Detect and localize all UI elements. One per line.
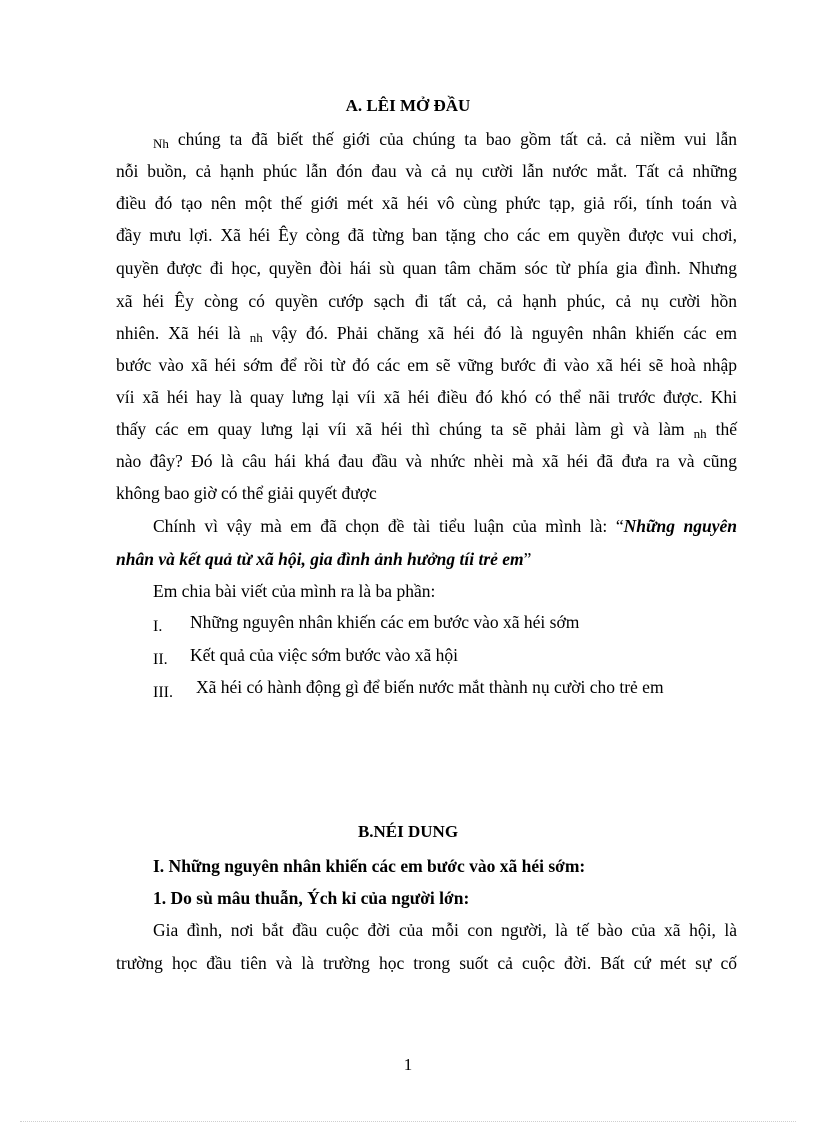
intro-line-11: nào đây? Đó là câu hái khá đau đầu và nhức nhèi mà xã héi đã đưa ra và cũng: [116, 451, 737, 471]
intro-line-2: nỗi buồn, cả hạnh phúc lẫn đón đau và cả nụ cười lẫn nước mắt. Tất cả những: [116, 161, 737, 181]
outline-item-2-text: Kết quả của việc sớm bước vào xã hội: [190, 645, 459, 665]
intro-line-1-abbr: Nh: [153, 136, 169, 151]
outline-item-2-number: II.: [153, 651, 168, 668]
intro-line-4: đầy mưu lợi. Xã héi Êy còng đã từng ban tặng cho các em quyền được vui chơi,: [116, 225, 737, 245]
topic-line-1-text: Chính vì vậy mà em đã chọn đề tài tiểu luận của mình là: “: [153, 516, 624, 536]
content-line-2: trường học đầu tiên và là trường học trong suốt cả cuộc đời. Bất cứ mét sự cố: [116, 953, 737, 973]
intro-line-7-abbr: nh: [249, 330, 263, 345]
topic-quote-close: ”: [523, 549, 532, 569]
intro-line-7: [116, 322, 737, 349]
topic-title-start: Những nguyên: [623, 516, 737, 536]
topic-line-1: [153, 515, 737, 537]
intro-line-8: bước vào xã héi sớm để rồi từ đó các em sẽ vững bước đi vào xã héi sẽ hoà nhập: [116, 355, 737, 375]
section-1-heading: I. Những nguyên nhân khiến các em bước vào xã héi sớm:: [153, 856, 586, 876]
content-heading: B.NÉI DUNG: [357, 822, 459, 841]
intro-line-5: quyền được đi học, quyền đòi hái sù quan tâm chăm sóc từ phía gia đình. Nhưng: [116, 258, 737, 278]
intro-line-1: [153, 128, 737, 155]
intro-line-7-a: nhiên. Xã héi là: [116, 323, 241, 343]
intro-line-7-c: vậy đó. Phải chăng xã héi đó là nguyên nhân khiến các em: [271, 323, 738, 343]
topic-title-end: nhân và kết quả từ xã hội, gia đình ảnh hưởng tíi trẻ em: [116, 549, 524, 569]
outline-item-3-number: III.: [153, 684, 173, 701]
intro-line-12: không bao giờ có thể giải quyết được: [116, 483, 377, 503]
intro-line-6: xã héi Êy còng có quyền cướp sạch đi tất cả, cả hạnh phúc, cả nụ cười hồn: [116, 291, 737, 311]
intro-line-10-abbr: nh: [693, 426, 707, 441]
outline-item-3-text: Xã héi có hành động gì để biến nước mắt thành nụ cười cho trẻ em: [196, 677, 664, 697]
intro-line-3: điều đó tạo nên một thế giới mét xã héi vô cùng phức tạp, giả rối, tính toán và: [116, 193, 737, 213]
outline-item-1-number: I.: [153, 618, 163, 635]
intro-line-10-c: thế: [715, 419, 738, 439]
page-bottom-border: [20, 1121, 796, 1122]
intro-line-10-a: thấy các em quay lưng lại víi xã héi thì chúng ta sẽ phải làm gì và làm: [116, 419, 685, 439]
subsection-1-heading: 1. Do sù mâu thuẫn, Ých kỉ của người lớn:: [153, 888, 470, 908]
topic-line-2: [116, 548, 737, 570]
outline-intro: Em chia bài viết của mình ra là ba phần:: [153, 581, 436, 601]
intro-line-9: víi xã héi hay là quay lưng lại víi xã héi điều đó khó có thể nãi trước được. Khi: [116, 387, 737, 407]
intro-line-10: [116, 418, 737, 445]
intro-line-1-text: chúng ta đã biết thế giới của chúng ta bao gồm tất cả. cả niềm vui lẫn: [177, 129, 738, 149]
content-line-1: Gia đình, nơi bắt đầu cuộc đời của mỗi con người, là tế bào của xã hội, là: [153, 920, 737, 940]
intro-heading: A. LÊI MỞ ĐẦU: [345, 96, 471, 115]
page-number: 1: [403, 1055, 413, 1074]
outline-item-1-text: Những nguyên nhân khiến các em bước vào xã héi sớm: [190, 612, 580, 632]
